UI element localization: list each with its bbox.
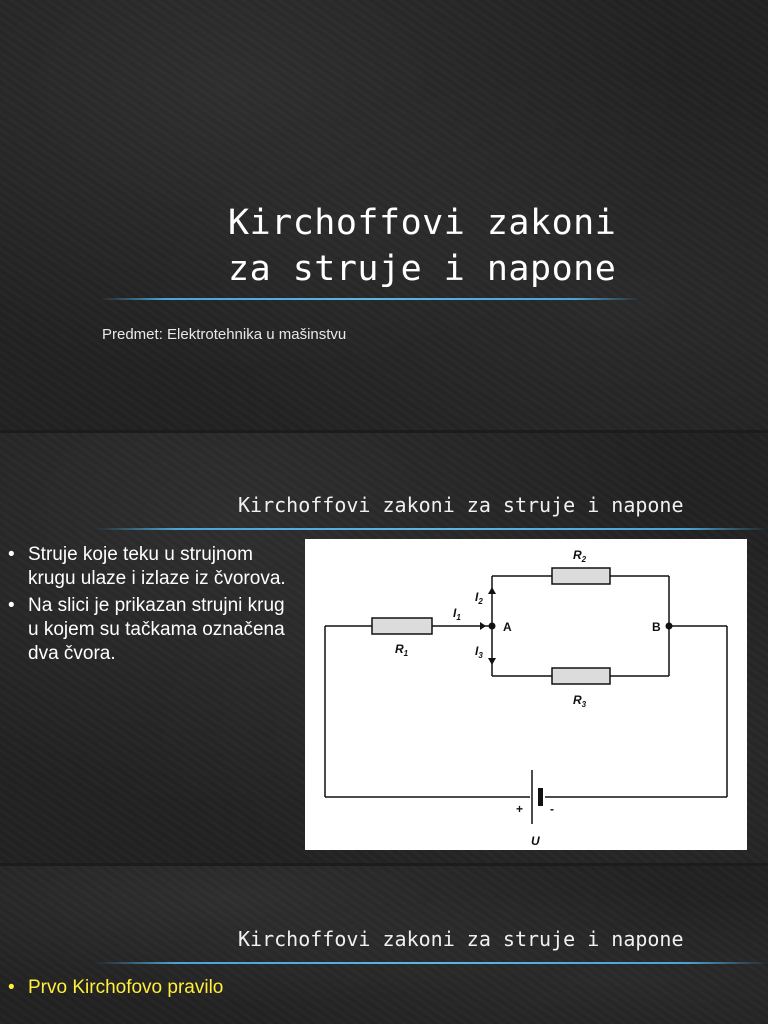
label-r3: $R_3$: [573, 693, 587, 709]
label-i2: $I_2$: [475, 590, 483, 606]
slide-heading: Kirchoffovi zakoni za struje i napone: [238, 927, 684, 951]
bullet-item: • Struje koje teku u strujnom krugu ulaze i izlaze iz čvorova.: [8, 544, 286, 589]
title-line-1: Kirchoffovi zakoni: [228, 203, 617, 243]
battery-short-plate: [538, 788, 543, 806]
circuit-svg: [305, 539, 747, 850]
heading-divider: [95, 528, 768, 530]
resistor-r3: [552, 668, 610, 684]
content-slide-circuit: [0, 433, 768, 863]
subject-subtitle: Predmet: Elektrotehnika u mašinstvu: [102, 326, 347, 343]
title-line-2: za struje i napone: [228, 249, 617, 289]
label-source-u: U: [531, 834, 540, 848]
circuit-diagram: [305, 539, 747, 850]
heading-divider: [95, 962, 768, 964]
title-divider: [100, 298, 640, 300]
arrow-i3-icon: [488, 658, 496, 665]
node-a-dot: [489, 623, 496, 630]
label-minus: -: [550, 802, 554, 816]
label-node-b: B: [652, 620, 661, 634]
content-slide-first-rule: [0, 866, 768, 1024]
label-r2: $R_2$: [573, 548, 587, 564]
arrow-i1-icon: [480, 622, 486, 630]
arrow-i2-icon: [488, 587, 496, 594]
bullet-dot-icon: •: [8, 977, 15, 998]
slide-heading: Kirchoffovi zakoni za struje i napone: [238, 493, 684, 517]
label-i3: $I_3$: [475, 644, 483, 660]
label-node-a: A: [503, 620, 512, 634]
node-b-dot: [666, 623, 673, 630]
title-slide: [0, 0, 768, 430]
label-plus: +: [516, 802, 524, 816]
label-r1: $R_1$: [395, 642, 409, 658]
bullet-list: [8, 543, 298, 669]
presentation-title: [228, 200, 616, 292]
bullet-item: • Na slici je prikazan strujni krug u kojem su tačkama označena dva čvora.: [8, 595, 285, 664]
resistor-r1: [372, 618, 432, 634]
resistor-r2: [552, 568, 610, 584]
bullet-list: [8, 976, 408, 1003]
bullet-dot-icon: •: [8, 544, 15, 565]
bullet-dot-icon: •: [8, 595, 15, 616]
bullet-item: • Prvo Kirchofovo pravilo: [8, 977, 224, 998]
label-i1: $I_1$: [453, 606, 461, 622]
